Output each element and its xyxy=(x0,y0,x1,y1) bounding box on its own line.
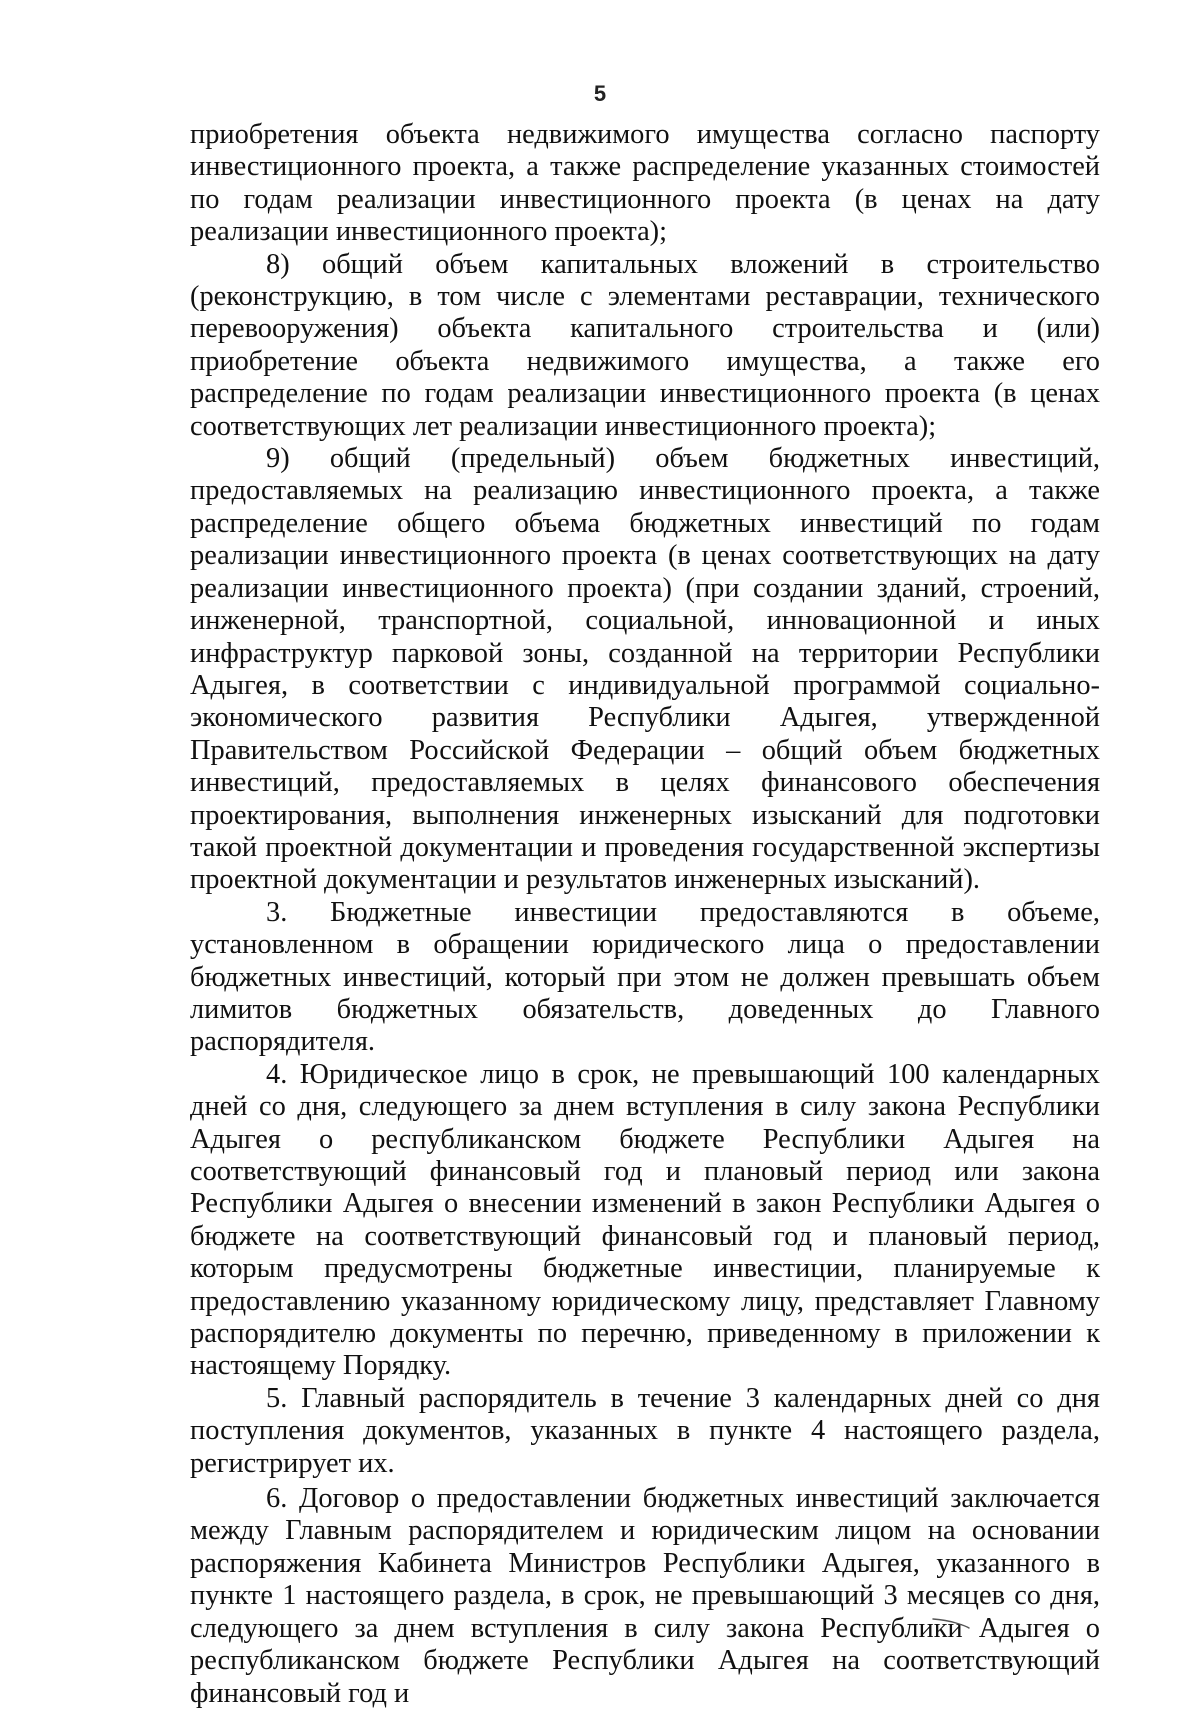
paragraph-item-9: 9) общий (предельный) объем бюджетных инвестиций, предоставляемых на реализацию инвестиционного проекта, а также распределение общего объема бюджетных инвестиций по годам реализации инвестиционного проекта (в ценах соответствующих на дату реализации инвестиционного проекта) (при создании зданий, строений, инженерной, транспортной, социальной, инновационной и иных инфраструктур парковой зоны, созданной на территории Республики Адыгея, в соответствии с индивидуальной программой социально-экономического развития Республики Адыгея, утвержденной Правительством Российской Федерации – общий объем бюджетных инвестиций, предоставляемых в целях финансового обеспечения проектирования, выполнения инженерных изысканий для подготовки такой проектной документации и проведения государственной экспертизы проектной документации и результатов инженерных изысканий). xyxy=(190,443,1100,896)
paragraph-point-5: 5. Главный распорядитель в течение 3 календарных дней со дня поступления документов, указанных в пункте 4 настоящего раздела, регистрирует их. xyxy=(190,1382,1100,1479)
page-number: 5 xyxy=(593,81,607,106)
document-body xyxy=(190,119,1100,1710)
paragraph-continuation: приобретения объекта недвижимого имущества согласно паспорту инвестиционного проекта, а также распределение указанных стоимостей по годам реализации инвестиционного проекта (в ценах на дату реализации инвестиционного проекта); xyxy=(190,119,1100,248)
pen-mark xyxy=(932,1617,970,1629)
paragraph-item-8: 8) общий объем капитальных вложений в строительство (реконструкцию, в том числе с элементами реставрации, технического перевооружения) объекта капитального строительства и (или) приобретение объекта недвижимого имущества, а также его распределение по годам реализации инвестиционного проекта (в ценах соответствующих лет реализации инвестиционного проекта); xyxy=(190,248,1100,442)
paragraph-point-6: 6. Договор о предоставлении бюджетных инвестиций заключается между Главным распорядителем и юридическим лицом на основании распоряжения Кабинета Министров Республики Адыгея, указанного в пункте 1 настоящего раздела, в срок, не превышающий 3 месяцев со дня, следующего за днем вступления в силу закона Республики Адыгея о республиканском бюджете Республики Адыгея на соответствующий финансовый год и xyxy=(190,1483,1100,1709)
paragraph-point-4: 4. Юридическое лицо в срок, не превышающий 100 календарных дней со дня, следующего за днем вступления в силу закона Республики Адыгея о республиканском бюджете Республики Адыгея на соответствующий финансовый год и плановый период или закона Республики Адыгея о внесении изменений в закон Республики Адыгея о бюджете на соответствующий финансовый год и плановый период, которым предусмотрены бюджетные инвестиции, планируемые к предоставлению указанному юридическому лицу, представляет Главному распорядителю документы по перечню, приведенному в приложении к настоящему Порядку. xyxy=(190,1058,1100,1382)
paragraph-point-3: 3. Бюджетные инвестиции предоставляются в объеме, установленном в обращении юридического лица о предоставлении бюджетных инвестиций, который при этом не должен превышать объем лимитов бюджетных обязательств, доведенных до Главного распорядителя. xyxy=(190,896,1100,1058)
